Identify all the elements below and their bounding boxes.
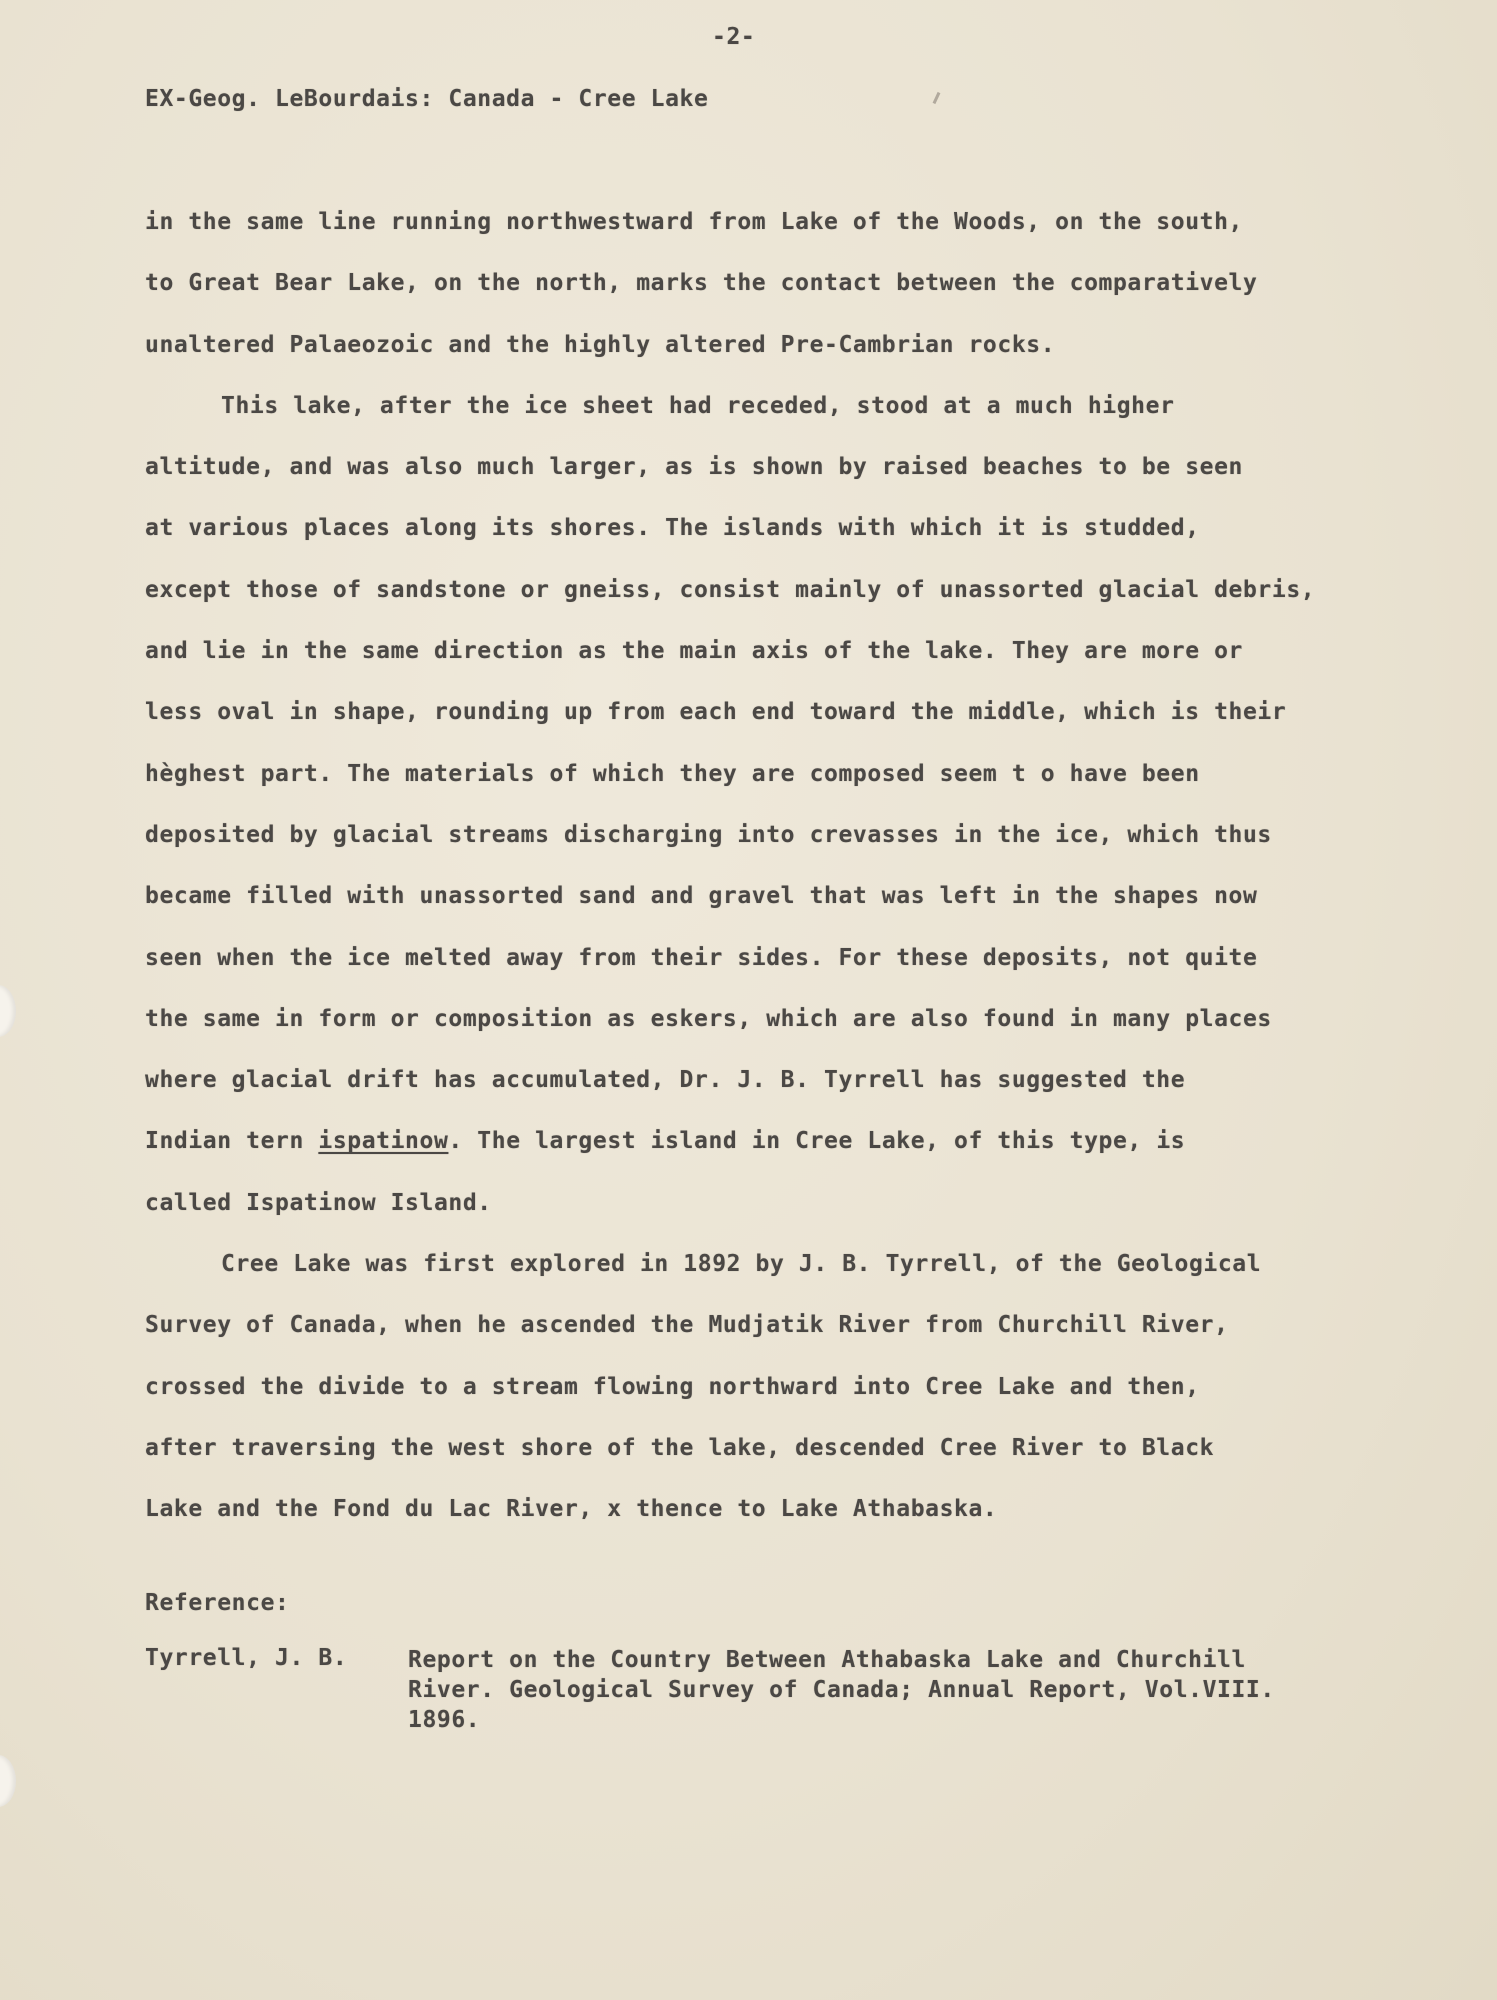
body-line: to Great Bear Lake, on the north, marks the contact between the comparatively	[145, 270, 1258, 297]
citation-line: 1896.	[408, 1707, 481, 1733]
punch-hole	[0, 985, 16, 1037]
body-line: crossed the divide to a stream flowing northward into Cree Lake and then,	[145, 1373, 1200, 1400]
citation-line: Report on the Country Between Athabaska Lake and Churchill	[408, 1647, 1246, 1673]
reference-heading: Reference:	[145, 1590, 290, 1616]
body-line: less oval in shape, rounding up from each end toward the middle, which is their	[145, 699, 1287, 726]
citation-author: Tyrrell, J. B.	[145, 1645, 348, 1671]
body-line: where glacial drift has accumulated, Dr. J. B. Tyrrell has suggested the	[145, 1067, 1186, 1094]
underlined-term: ispatinow	[318, 1128, 449, 1155]
body-line: unaltered Palaeozoic and the highly altered Pre-Cambrian rocks.	[145, 331, 1056, 358]
body-line: hѐghest part. The materials of which they are composed seem t o have been	[145, 760, 1200, 787]
punch-hole	[0, 1755, 16, 1807]
body-text	[145, 202, 1405, 1551]
body-line: and lie in the same direction as the main axis of the lake. They are more or	[145, 638, 1243, 665]
body-line: became filled with unassorted sand and gravel that was left in the shapes now	[145, 883, 1258, 910]
page-number: -2-	[712, 24, 756, 50]
body-line: altitude, and was also much larger, as is shown by raised beaches to be seen	[145, 454, 1243, 481]
body-line: Survey of Canada, when he ascended the Mudjatik River from Churchill River,	[145, 1312, 1229, 1339]
line-text: Indian tern	[145, 1128, 319, 1155]
body-line: Cree Lake was first explored in 1892 by J. B. Tyrrell, of the Geological	[221, 1251, 1262, 1278]
body-line: Lake and the Fond du Lac River, x thence to Lake Athabaska.	[145, 1496, 998, 1523]
body-line	[145, 1121, 1405, 1182]
body-line: the same in form or composition as eskers, which are also found in many places	[145, 1005, 1272, 1032]
body-line: deposited by glacial streams discharging into crevasses in the ice, which thus	[145, 821, 1272, 848]
citation-entry	[408, 1645, 1275, 1735]
body-line: at various places along its shores. The islands with which it is studded,	[145, 515, 1200, 542]
line-text: . The largest island in Cree Lake, of this type, is	[448, 1128, 1186, 1155]
body-line: except those of sandstone or gneiss, consist mainly of unassorted glacial debris,	[145, 576, 1316, 603]
body-line: after traversing the west shore of the lake, descended Cree River to Black	[145, 1434, 1215, 1461]
pen-mark	[933, 92, 941, 104]
body-line: called Ispatinow Island.	[145, 1189, 492, 1216]
body-line: This lake, after the ice sheet had receded, stood at a much higher	[221, 392, 1175, 419]
body-line: seen when the ice melted away from their sides. For these deposits, not quite	[145, 944, 1258, 971]
body-line: in the same line running northwestward from Lake of the Woods, on the south,	[145, 209, 1243, 235]
citation-line: River. Geological Survey of Canada; Annual Report, Vol.VIII.	[408, 1677, 1275, 1703]
document-header: EX-Geog. LeBourdais: Canada - Cree Lake	[145, 86, 709, 112]
